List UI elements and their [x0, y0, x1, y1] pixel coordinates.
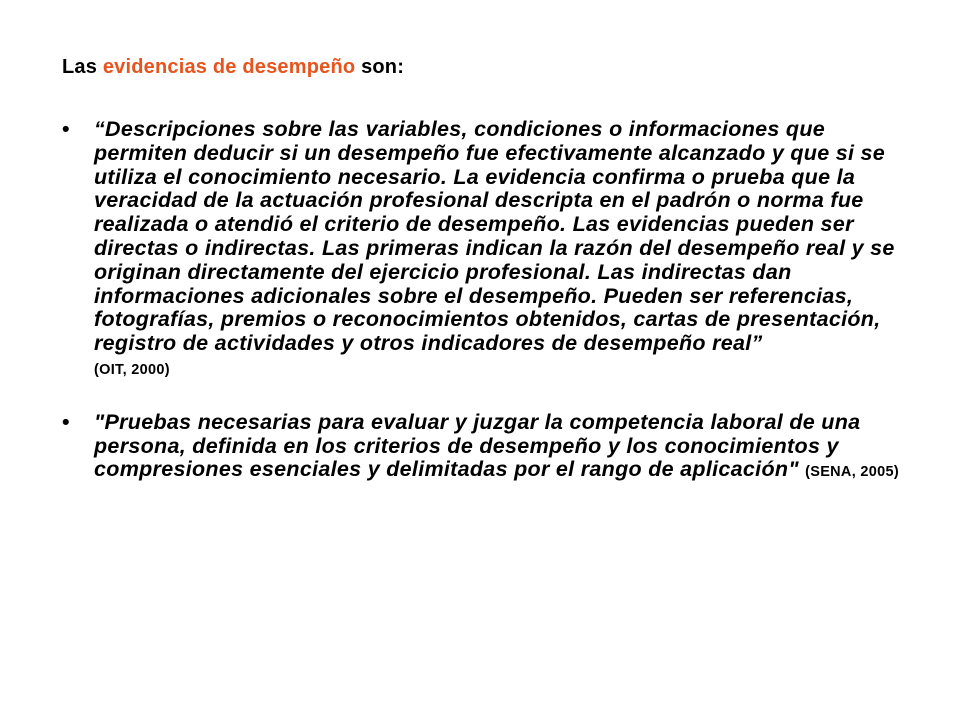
bullet-citation: (OIT, 2000) [94, 361, 170, 378]
bullet-text: "Pruebas necesarias para evaluar y juzgar la competencia laboral de una persona, definida en los criterios de desempeño y los conocimientos y compresiones esenciales y delimitadas por el rango de aplicación" [94, 409, 861, 482]
bullet-marker: • [62, 117, 70, 141]
bullet-text: “Descripciones sobre las variables, condiciones o informaciones que permiten deducir si un desempeño fue efectivamente alcanzado y que si se utiliza el conocimiento necesario. La evidencia confirma o prueba que la veracidad de la actuación profesional descripta en el padrón o norma fue realizada o atendió el criterio de desempeño. Las evidencias pueden ser directas o indirectas. Las primeras indican la razón del desempeño real y se originan directamente del ejercicio profesional. Las indirectas dan informaciones adicionales sobre el desempeño. Pueden ser referencias, fotografías, premios o reconocimientos obtenidos, cartas de presentación, registro de actividades y otros indicadores de desempeño real” [94, 117, 895, 356]
slide-heading [62, 56, 404, 79]
heading-prefix: Las [62, 56, 103, 78]
bullet-definition-sena [62, 411, 912, 485]
heading-accent: evidencias de desempeño [102, 56, 356, 78]
bullet-definition-oit [62, 118, 912, 383]
bullet-list [62, 118, 912, 485]
bullet-marker: • [62, 409, 70, 434]
bullet-citation: (SENA, 2005) [805, 464, 899, 481]
heading-suffix: son: [355, 56, 405, 78]
